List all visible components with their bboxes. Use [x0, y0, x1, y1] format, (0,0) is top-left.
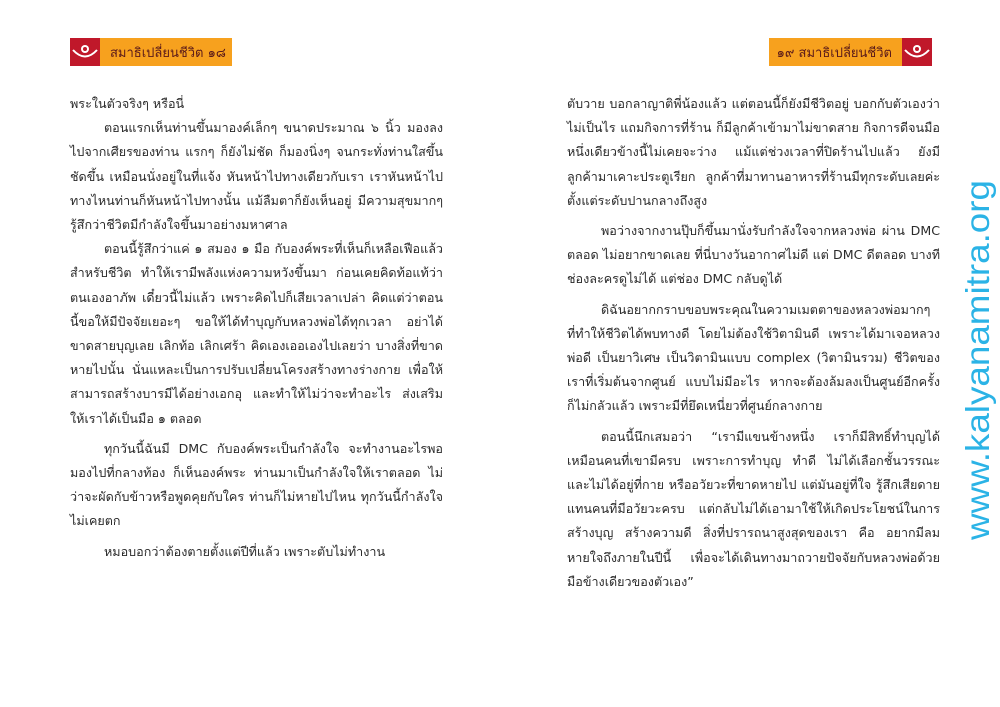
right-page-body: [567, 92, 940, 594]
watermark: [947, 165, 1000, 545]
paragraph: ทุกวันนี้ฉันมี DMC กับองค์พระเป็นกำลังใจ จะทำงานอะไรพอมองไปที่กลางท้อง ก็เห็นองค์พระ ท่านมาเป็นกำลังใจให้เราตลอด ไม่ว่าจะผัดกับข้าวหรือพูดคุยกับใคร ท่านก็ไม่หายไปไหน ทุกวันนี้กำลังใจไม่เคยตก: [70, 440, 443, 529]
emblem-icon: [70, 38, 100, 66]
running-header-title: ๑๙ สมาธิเปลี่ยนชีวิต: [776, 45, 892, 61]
paragraph: ตับวาย บอกลาญาติพี่น้องแล้ว แต่ตอนนี้ก็ยังมีชีวิตอยู่ บอกกับตัวเองว่าไม่เป็นไร แถมกิจการที่ร้าน ก็มีลูกค้าเข้ามาไม่ขาดสาย กิจการดีจนมือหนึ่งเดียวข้างนี้ไม่เคยจะว่าง แม้แต่ช่วงเวลาที่ปิดร้านไปแล้ว ยังมีลูกค้ามาเคาะประตูเรียก ลูกค้าที่มาทานอาหารที่ร้านมีทุกระดับเลยค่ะ ตั้งแต่ระดับปานกลางถึงสูง: [567, 96, 940, 208]
running-header-left: [70, 38, 232, 66]
running-header-title: สมาธิเปลี่ยนชีวิต ๑๘: [110, 45, 226, 61]
paragraph: พระในตัวจริงๆ หรือนี่: [70, 96, 185, 111]
left-page-body: [70, 92, 443, 564]
paragraph: ตอนนี้นึกเสมอว่า “เรามีแขนข้างหนึ่ง เราก็มีสิทธิ์ทำบุญได้เหมือนคนที่เขามีครบ เพราะการทำบุญ ทำดี ไม่ได้เลือกชั้นวรรณะ และไม่ได้อยู่ที่กาย หรืออวัยวะที่ขาดหายไป แต่มันอยู่ที่ใจ รู้สึกเสียดายแทนคนที่มีอวัยวะครบ แต่กลับไม่ได้เอามาใช้ให้เกิดประโยชน์ในการสร้างบุญ สร้างความดี สิ่งที่ปรารถนาสูงสุดของเรา คือ อยากมีลมหายใจถึงภายในปีนี้ เพื่อจะได้เดินทางมาถวายปัจจัยกับหลวงพ่อด้วยมือข้างเดียวของตัวเอง”: [567, 428, 940, 589]
paragraph: ตอนแรกเห็นท่านขึ้นมาองค์เล็กๆ ขนาดประมาณ ๖ นิ้ว มองลงไปจากเศียรของท่าน แรกๆ ก็ยังไม่ชัด ก็มองนิ่งๆ จนกระทั่งท่านใสขึ้น ชัดขึ้น เหมือนนั่งอยู่ในที่แจ้ง หันหน้าไปทางเดียวกับเรา เราหันหน้าไปทางไหนท่านก็หันหน้าไปทางนั้น แม้ลืมตาก็ยังเห็นอยู่ มีความสุขมากๆ รู้สึกว่าชีวิตมีกำลังใจขึ้นมาอย่างมหาศาล: [70, 120, 443, 233]
watermark-text: www.kalyanamitra.org: [959, 217, 996, 540]
paragraph: หมอบอกว่าต้องตายตั้งแต่ปีที่แล้ว เพราะตับไม่ทำงาน: [104, 543, 386, 559]
paragraph: พอว่างจากงานปุ๊บก็ขึ้นมานั่งรับกำลังใจจากหลวงพ่อ ผ่าน DMC ตลอด ไม่อยากขาดเลย ที่นี่บางวันอากาศไม่ดี แต่ DMC ดีตลอด บางทีช่องละครดูไม่ได้ แต่ช่อง DMC กลับดูได้: [567, 223, 940, 287]
emblem-icon: [902, 38, 932, 66]
paragraph: ดิฉันอยากกราบขอบพระคุณในความเมตตาของหลวงพ่อมากๆ ที่ทำให้ชีวิตได้พบทางดี โดยไม่ต้องใช้วิตามินดี เพราะได้มาเจอหลวงพ่อดี เป็นยาวิเศษ เป็นวิตามินแบบ complex (วิตามินรวม) ชีวิตของเราที่เริ่มต้นจากศูนย์ แบบไม่มีอะไร หากจะต้องล้มลงเป็นศูนย์อีกครั้ง ก็ไม่กลัวแล้ว เพราะมีที่ยึดเหนี่ยวที่ศูนย์กลางกาย: [567, 301, 940, 414]
running-header-right: [769, 38, 932, 66]
paragraph: ตอนนี้รู้สึกว่าแค่ ๑ สมอง ๑ มือ กับองค์พระที่เห็นก็เหลือเฟือแล้วสำหรับชีวิต ทำให้เรามีพลังแห่งความหวังขึ้นมา ก่อนเคยคิดท้อแท้ว่าตนเองอาภัพ เดี๋ยวนี้ไม่แล้ว เพราะคิดไปก็เสียเวลาเปล่า คิดแต่ว่าตอนนี้ขอให้มีปัจจัยเยอะๆ ขอให้ได้ทำบุญกับหลวงพ่อได้ทุกเวลา อย่าได้ขาดสายบุญเลย เลิกท้อ เลิกเศร้า คิดเองเออเองไปเลยว่า บางสิ่งที่ขาดหายไปนั้น นั่นแหละเป็นการปรับเปลี่ยนโครงสร้างทางร่างกาย เพื่อให้สามารถสร้างบารมีได้อย่างเอกอุ และทำให้ไม่ว่าจะทำอะไร ส่งเสริมให้เราได้เป็นมือ ๑ ตลอด: [70, 241, 443, 426]
